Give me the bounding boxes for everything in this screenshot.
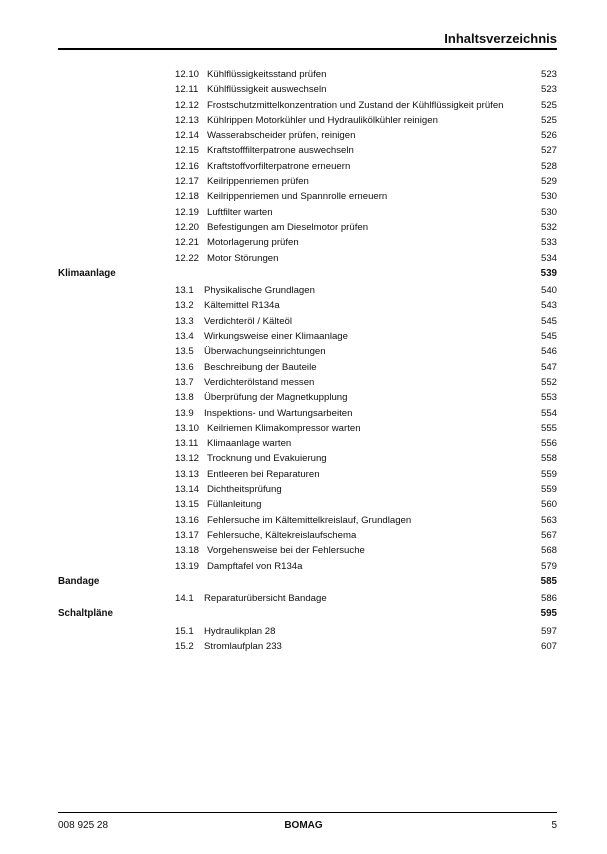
toc-entry-title: Dichtheitsprüfung — [207, 484, 282, 496]
toc-entry-title: Hydraulikplan 28 — [204, 625, 276, 637]
toc-entry-title: Kraftstofffilterpatrone auswechseln — [207, 145, 354, 157]
toc-section-title: Schaltpläne — [58, 608, 113, 620]
toc-page-number: 579 — [540, 560, 557, 572]
toc-entry-number: 13.6 — [175, 361, 194, 373]
toc-entry-row[interactable] — [58, 67, 557, 82]
toc-page-number: 555 — [540, 422, 557, 434]
toc-page-number: 525 — [540, 99, 557, 111]
toc-page-number: 523 — [540, 84, 557, 96]
toc-entry-title: Keilrippenriemen prüfen — [207, 176, 309, 188]
toc-entry-number: 12.14 — [175, 130, 200, 142]
toc-page-number: 545 — [540, 331, 557, 343]
toc-page-number: 530 — [540, 191, 557, 203]
toc-page-number: 532 — [540, 221, 557, 233]
toc-page-number: 563 — [540, 514, 557, 526]
toc-entry-number: 12.10 — [175, 69, 200, 80]
footer-brand: BOMAG — [284, 820, 323, 831]
toc-page-number: 607 — [540, 640, 557, 652]
toc-entry-number: 13.4 — [175, 331, 194, 343]
toc-entry-title: Luftfilter warten — [207, 206, 273, 218]
toc-entry-title: Motorlagerung prüfen — [207, 237, 299, 249]
toc-entry-row[interactable] — [58, 421, 557, 436]
toc-entry-row[interactable] — [58, 189, 557, 204]
footer-page-number: 5 — [551, 820, 557, 831]
toc-entry-title: Frostschutzmittelkonzentration und Zustand der Kühlflüssigkeit prüfen — [207, 99, 504, 111]
toc-entry-number: 13.9 — [175, 407, 194, 419]
toc-entry-number: 13.10 — [175, 422, 200, 434]
toc-entry-title: Wirkungsweise einer Klimaanlage — [204, 331, 348, 343]
toc-entry-number: 13.15 — [175, 499, 200, 511]
toc-entry-row[interactable] — [58, 360, 557, 375]
toc-entry-row[interactable] — [58, 497, 557, 512]
toc-entry-number: 12.19 — [175, 206, 200, 218]
toc-entry-row[interactable] — [58, 624, 557, 639]
toc-page-number: 585 — [540, 575, 557, 587]
toc-entry-number: 12.12 — [175, 99, 200, 111]
toc-page-number: 540 — [540, 285, 557, 297]
toc-entry-number: 13.17 — [175, 529, 200, 541]
toc-page-number: 533 — [540, 237, 557, 249]
toc-page-number: 559 — [540, 484, 557, 496]
toc-page-number: 559 — [540, 468, 557, 480]
toc-entry-number: 12.17 — [175, 176, 200, 188]
toc-entry-title: Trocknung und Evakuierung — [207, 453, 327, 465]
toc-entry-title: Stromlaufplan 233 — [204, 640, 282, 652]
toc-entry-row[interactable] — [58, 482, 557, 497]
toc-page-number: 552 — [540, 376, 557, 388]
toc-entry-title: Überwachungseinrichtungen — [204, 346, 326, 358]
toc-page-number: 523 — [540, 69, 557, 80]
toc-page-number: 525 — [540, 114, 557, 126]
toc-entry-row[interactable] — [58, 298, 557, 313]
toc-section-row[interactable] — [58, 606, 557, 621]
toc-entry-number: 12.21 — [175, 237, 200, 249]
toc-entry-title: Reparaturübersicht Bandage — [204, 593, 327, 605]
toc-entry-row[interactable] — [58, 591, 557, 606]
toc-page-number: 529 — [540, 176, 557, 188]
toc-entry-row[interactable] — [58, 436, 557, 451]
toc-entry-row[interactable] — [58, 390, 557, 405]
toc-entry-number: 13.2 — [175, 300, 194, 312]
toc-entry-row[interactable] — [58, 113, 557, 128]
toc-entry-title: Klimaanlage warten — [207, 438, 292, 450]
toc-entry-title: Wasserabscheider prüfen, reinigen — [207, 130, 356, 142]
toc-entry-row[interactable] — [58, 639, 557, 654]
toc-entry-row[interactable] — [58, 467, 557, 482]
toc-page-number: 546 — [540, 346, 557, 358]
toc-entry-number: 12.13 — [175, 114, 200, 126]
toc-entry-title: Kühlrippen Motorkühler und Hydraulikölkühler reinigen — [207, 114, 438, 126]
toc-entry-number: 13.8 — [175, 392, 194, 404]
header-rule — [58, 48, 557, 50]
toc-page-number: 595 — [540, 608, 557, 620]
toc-entry-title: Füllanleitung — [207, 499, 262, 511]
toc-entry-row[interactable] — [58, 235, 557, 250]
toc-entry-row[interactable] — [58, 283, 557, 298]
toc-page-number: 530 — [540, 206, 557, 218]
toc-entry-title: Kühlflüssigkeitsstand prüfen — [207, 69, 327, 80]
toc-entry-title: Inspektions- und Wartungsarbeiten — [204, 407, 353, 419]
toc-entry-number: 13.7 — [175, 376, 194, 388]
toc-section-title: Bandage — [58, 575, 100, 587]
toc-entry-title: Kraftstoffvorfilterpatrone erneuern — [207, 160, 351, 172]
toc-page-number: 553 — [540, 392, 557, 404]
toc-page-number: 547 — [540, 361, 557, 373]
toc-page-number: 534 — [540, 252, 557, 264]
toc-entry-title: Befestigungen am Dieselmotor prüfen — [207, 221, 369, 233]
toc-entry-title: Fehlersuche im Kältemittelkreislauf, Grundlagen — [207, 514, 412, 526]
toc-entry-row[interactable] — [58, 528, 557, 543]
toc-entry-title: Keilrippenriemen und Spannrolle erneuern — [207, 191, 388, 203]
toc-section-row[interactable] — [58, 266, 557, 281]
toc-entry-row[interactable] — [58, 406, 557, 421]
toc-entry-row[interactable] — [58, 159, 557, 174]
toc-entry-number: 13.14 — [175, 484, 200, 496]
toc-entry-title: Keilriemen Klimakompressor warten — [207, 422, 361, 434]
page-header-title: Inhaltsverzeichnis — [444, 31, 557, 46]
toc-entry-row[interactable] — [58, 128, 557, 143]
toc-entry-title: Dampftafel von R134a — [207, 560, 303, 572]
toc-entry-title: Physikalische Grundlagen — [204, 285, 315, 297]
toc-entry-title: Überprüfung der Magnetkupplung — [204, 392, 348, 404]
toc-entry-row[interactable] — [58, 220, 557, 235]
toc-entry-title: Motor Störungen — [207, 252, 279, 264]
toc-entry-number: 12.15 — [175, 145, 200, 157]
toc-entry-number: 13.3 — [175, 315, 194, 327]
toc-entry-number: 14.1 — [175, 593, 194, 605]
toc-page-number: 527 — [540, 145, 557, 157]
toc-entry-row[interactable] — [58, 344, 557, 359]
toc-entry-number: 13.18 — [175, 545, 200, 557]
toc-entry-number: 15.2 — [175, 640, 194, 652]
toc-entry-number: 12.20 — [175, 221, 200, 233]
toc-entry-number: 13.12 — [175, 453, 200, 465]
toc-entry-title: Beschreibung der Bauteile — [204, 361, 317, 373]
toc-page-number: 558 — [540, 453, 557, 465]
toc-entry-title: Entleeren bei Reparaturen — [207, 468, 320, 480]
toc-entry-row[interactable] — [58, 174, 557, 189]
toc-entry-number: 13.1 — [175, 285, 194, 297]
toc-entry-title: Kältemittel R134a — [204, 300, 280, 312]
toc-page-number: 556 — [540, 438, 557, 450]
toc-page-number: 554 — [540, 407, 557, 419]
toc-entry-number: 13.5 — [175, 346, 194, 358]
toc-entry-number: 15.1 — [175, 625, 194, 637]
toc-entry-title: Verdichterölstand messen — [204, 376, 315, 388]
toc-entry-number: 12.22 — [175, 252, 200, 264]
toc-page-number: 545 — [540, 315, 557, 327]
toc-section-row[interactable] — [58, 574, 557, 589]
toc-entry-number: 12.16 — [175, 160, 200, 172]
toc-page-number: 568 — [540, 545, 557, 557]
toc-entry-number: 13.13 — [175, 468, 200, 480]
toc-page-number: 567 — [540, 529, 557, 541]
toc-entry-row[interactable] — [58, 251, 557, 266]
toc-page-number: 597 — [540, 625, 557, 637]
toc-entry-row[interactable] — [58, 559, 557, 574]
toc-entry-number: 13.11 — [175, 438, 199, 450]
toc-entry-row[interactable] — [58, 143, 557, 158]
toc-entry-row[interactable] — [58, 314, 557, 329]
toc-entry-number: 12.11 — [175, 84, 199, 96]
toc-entry-row[interactable] — [58, 98, 557, 113]
toc-page-number: 528 — [540, 160, 557, 172]
toc-entry-number: 12.18 — [175, 191, 200, 203]
table-of-contents — [58, 67, 557, 654]
toc-entry-title: Vorgehensweise bei der Fehlersuche — [207, 545, 365, 557]
toc-section-title: Klimaanlage — [58, 267, 116, 279]
footer-rule — [58, 812, 557, 813]
toc-entry-row[interactable] — [58, 205, 557, 220]
toc-page-number: 539 — [540, 267, 557, 279]
footer-doc-number: 008 925 28 — [58, 820, 109, 831]
toc-entry-row[interactable] — [58, 375, 557, 390]
toc-page-number: 526 — [540, 130, 557, 142]
toc-entry-row[interactable] — [58, 82, 557, 97]
toc-page-number: 586 — [540, 593, 557, 605]
toc-entry-title: Fehlersuche, Kältekreislaufschema — [207, 529, 357, 541]
toc-entry-title: Kühlflüssigkeit auswechseln — [207, 84, 327, 96]
toc-entry-number: 13.19 — [175, 560, 200, 572]
toc-entry-number: 13.16 — [175, 514, 200, 526]
toc-entry-row[interactable] — [58, 329, 557, 344]
toc-entry-row[interactable] — [58, 513, 557, 528]
toc-entry-row[interactable] — [58, 543, 557, 558]
toc-entry-row[interactable] — [58, 451, 557, 466]
toc-entry-title: Verdichteröl / Kälteöl — [204, 315, 292, 327]
toc-page-number: 560 — [540, 499, 557, 511]
toc-page-number: 543 — [540, 300, 557, 312]
